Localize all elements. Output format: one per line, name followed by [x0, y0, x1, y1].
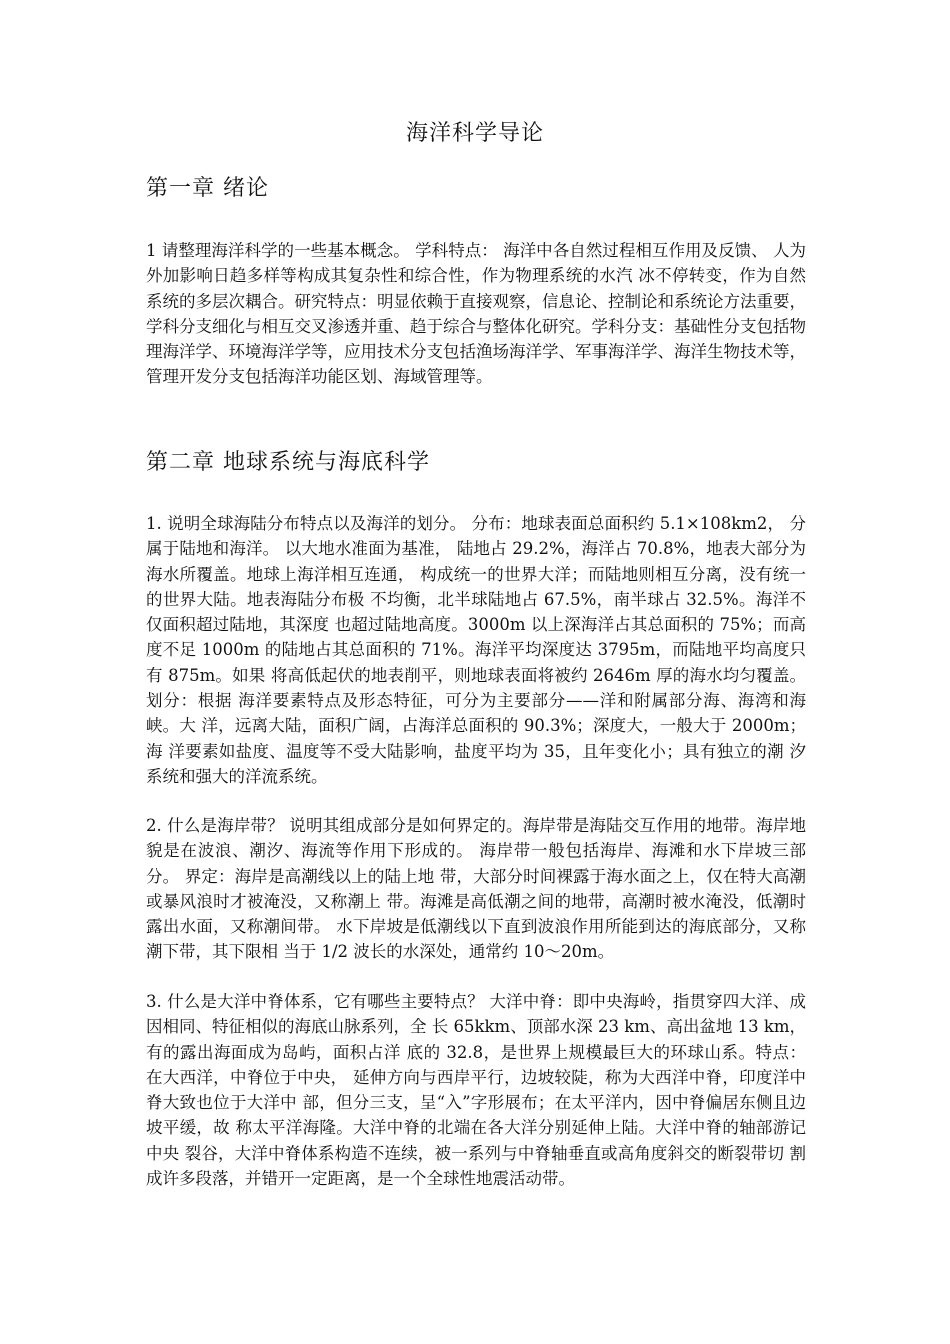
- chapter-2-question-1: 1. 说明全球海陆分布特点以及海洋的划分。 分布：地球表面总面积约 5.1×108km2， 分属于陆地和海洋。 以大地水准面为基准， 陆地占 29.2%，海洋占 70.8%，地表大部分为海水所覆盖。地球上海洋相互连通， 构成统一的世界大洋；而陆地则相互分离，没有统一的世界大陆。地表海陆分布极 不均衡，北半球陆地占 67.5%，南半球占 32.5%。海洋不仅面积超过陆地，其深度 也超过陆地高度。3000m 以上深海洋占其总面积的 75%；而高度不足 1000m 的陆地占其总面积的 71%。海洋平均深度达 3795m，而陆地平均高度只有 875m。如果 将高低起伏的地表削平，则地球表面将被约 2646m 厚的海水均匀覆盖。划分：根据 海洋要素特点及形态特征，可分为主要部分——洋和附属部分海、海湾和海峡。大 洋，远离大陆，面积广阔，占海洋总面积的 90.3%；深度大，一般大于 2000m；海 洋要素如盐度、温度等不受大陆影响，盐度平均为 35，且年变化小；具有独立的潮 汐系统和强大的洋流系统。: [146, 514, 806, 786]
- chapter-2-question-3: 3. 什么是大洋中脊体系，它有哪些主要特点？ 大洋中脊：即中央海岭，指贯穿四大洋、成因相同、特征相似的海底山脉系列，全 长 65kkm、顶部水深 23 km、高出盆地 13 km，有的露出海面成为岛屿，面积占洋 底的 32.8，是世界上规模最巨大的环球山系。特点： 在大西洋，中脊位于中央， 延伸方向与西岸平行，边坡较陡，称为大西洋中脊，印度洋中脊大致也位于大洋中 部，但分三支，呈“入”字形展布；在太平洋内，因中脊偏居东侧且边坡平缓，故 称太平洋海隆。大洋中脊的北端在各大洋分别延伸上陆。大洋中脊的轴部游记中央 裂谷，大洋中脊体系构造不连续，被一系列与中脊轴垂直或高角度斜交的断裂带切 割成许多段落，并错开一定距离，是一个全球性地震活动带。: [146, 992, 806, 1189]
- chapter-1-paragraph-1: 1 请整理海洋科学的一些基本概念。 学科特点： 海洋中各自然过程相互作用及反馈、 人为外加影响日趋多样等构成其复杂性和综合性，作为物理系统的水汽 冰不停转变，作为自然系统的多层次耦合。研究特点：明显依赖于直接观察，信息论、控制论和系统论方法重要， 学科分支细化与相互交叉渗透并重、趋于综合与整体化研究。学科分支：基础性分支包括物理海洋学、环境海洋学等，应用技术分支包括渔场海洋学、军事海洋学、海洋生物技术等，管理开发分支包括海洋功能区划、海域管理等。: [146, 241, 806, 387]
- chapter-1-heading: 第一章 绪论: [146, 176, 269, 201]
- chapter-2-heading: 第二章 地球系统与海底科学: [146, 450, 430, 475]
- chapter-2-question-2: 2. 什么是海岸带？ 说明其组成部分是如何界定的。海岸带是海陆交互作用的地带。海岸地貌是在波浪、潮汐、海流等作用下形成的。 海岸带一般包括海岸、海滩和水下岸坡三部分。 界定：海岸是高潮线以上的陆上地 带，大部分时间裸露于海水面之上，仅在特大高潮或暴风浪时才被淹没，又称潮上 带。海滩是高低潮之间的地带，高潮时被水淹没，低潮时露出水面，又称潮间带。 水下岸坡是低潮线以下直到波浪作用所能到达的海底部分，又称潮下带，其下限相 当于 1/2 波长的水深处，通常约 10～20m。: [146, 816, 806, 962]
- document-title: 海洋科学导论: [405, 121, 544, 146]
